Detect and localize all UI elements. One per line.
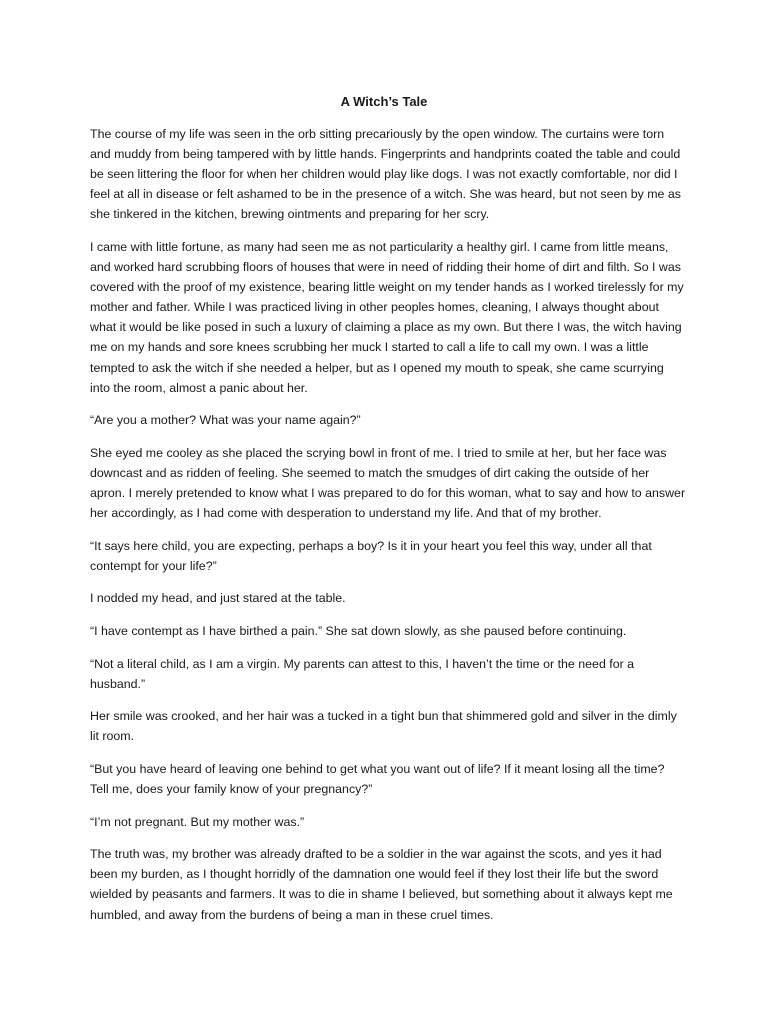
paragraph: I nodded my head, and just stared at the table. <box>90 591 346 606</box>
document-title: A Witch’s Tale <box>340 94 428 109</box>
paragraph: “Are you a mother? What was your name again?” <box>90 413 361 428</box>
paragraph: “I have contempt as I have birthed a pain.” She sat down slowly, as she paused before continuing. <box>90 623 627 638</box>
paragraph: I came with little fortune, as many had seen me as not particularity a healthy girl. I came from little means, and worked hard scrubbing floors of houses that were in need of ridding their home of dirt and filth. So I was covered with the proof of my existence, bearing little weight on my tender hands as I worked tirelessly for my mother and father. While I was practiced living in other peoples homes, cleaning, I always thought about what it would be like posed in such a luxury of claiming a place as my own. But there I was, the witch having me on my hands and sore knees scrubbing her muck I started to call a life to call my own. I was a little tempted to ask the witch if she needed a helper, but as I opened my mouth to speak, she came scurrying into the room, almost a panic about her. <box>90 239 684 395</box>
paragraph: The course of my life was seen in the orb sitting precariously by the open window. The curtains were torn and muddy from being tampered with by little hands. Fingerprints and handprints coated the table and could be seen littering the floor for when her children would play like dogs. I was not exactly comfortable, nor did I feel at all in disease or felt ashamed to be in the presence of a witch. She was heard, but not seen by me as she tinkered in the kitchen, brewing ointments and preparing for her scry. <box>90 127 681 222</box>
paragraph: She eyed me cooley as she placed the scrying bowl in front of me. I tried to smile at her, but her face was downcast and as ridden of feeling. She seemed to match the smudges of dirt caking the outside of her apron. I merely pretended to know what I was prepared to do for this woman, what to say and how to answer her accordingly, as I had come with desperation to understand my life. And that of my brother. <box>90 445 686 521</box>
paragraph: “Not a literal child, as I am a virgin. My parents can attest to this, I haven’t the time or the need for a husband.” <box>90 656 635 691</box>
paragraph: “It says here child, you are expecting, perhaps a boy? Is it in your heart you feel this way, under all that contempt for your life?” <box>90 538 652 573</box>
paragraph: “But you have heard of leaving one behind to get what you want out of life? If it meant losing all the time? Tell me, does your family know of your pregnancy?” <box>90 761 665 797</box>
document-body <box>90 124 686 937</box>
paragraph: Her smile was crooked, and her hair was a tucked in a tight bun that shimmered gold and silver in the dimly lit room. <box>90 709 677 744</box>
paragraph: “I’m not pregnant. But my mother was.” <box>90 814 305 829</box>
paragraph: The truth was, my brother was already drafted to be a soldier in the war against the scots, and yes it had been my burden, as I thought horridly of the damnation one would feel if they lost their life but the sword wielded by peasants and farmers. It was to die in shame I believed, but something about it always kept me humbled, and away from the burdens of being a man in these cruel times. <box>90 847 673 922</box>
